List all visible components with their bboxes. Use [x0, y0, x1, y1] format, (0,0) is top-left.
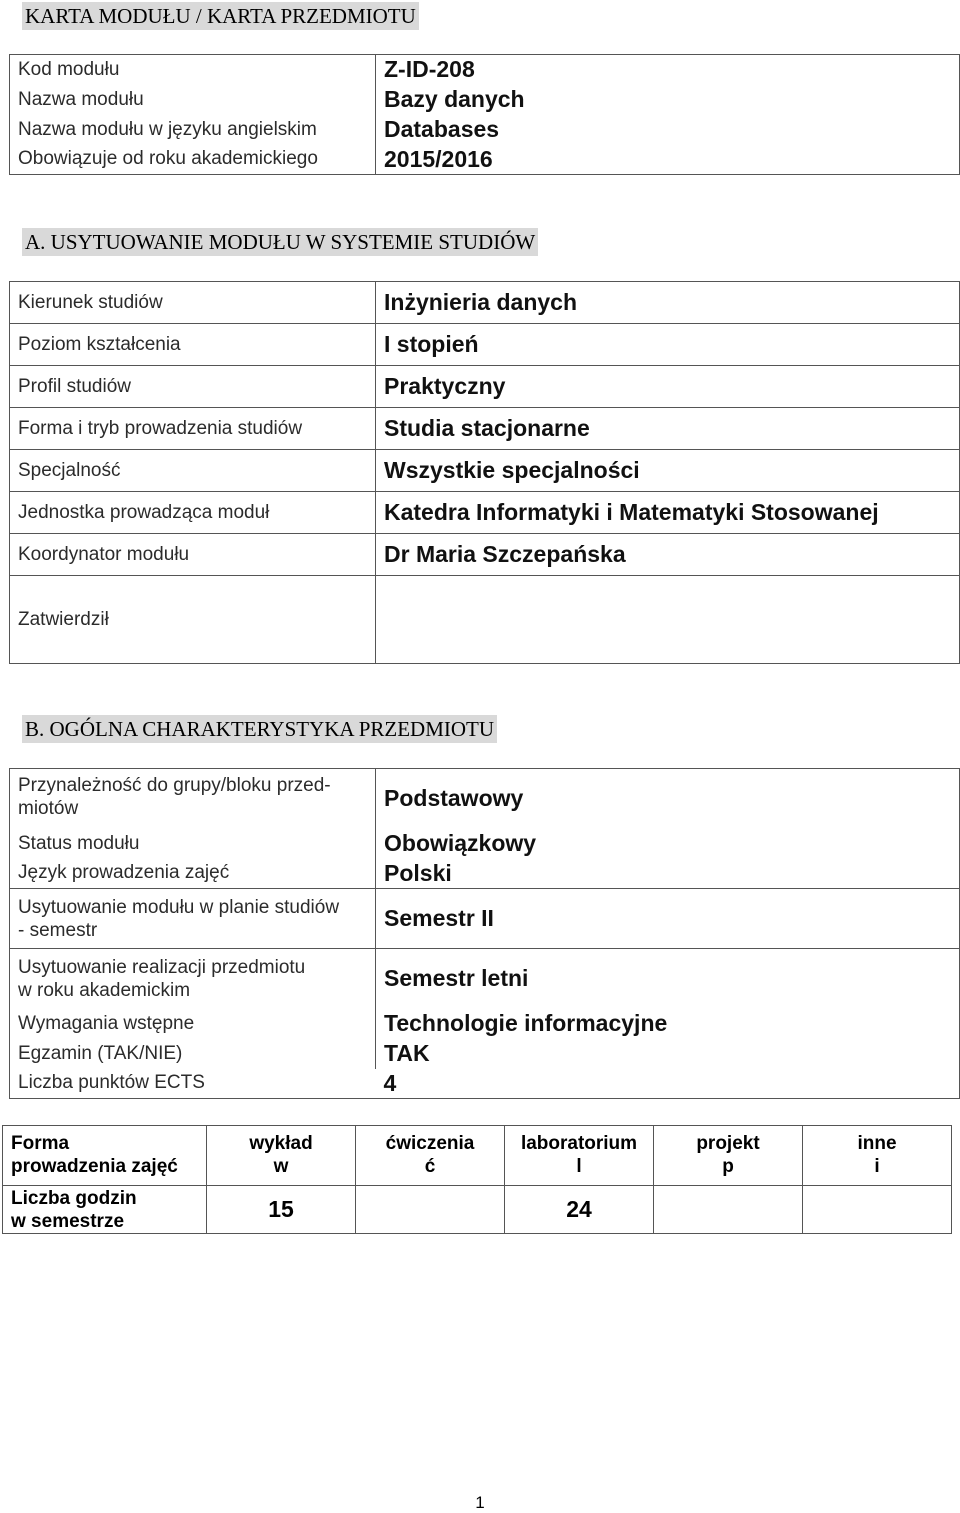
academic-year-placement-row [10, 949, 960, 1009]
academic-year-placement-label-line2: w roku akademickim [18, 979, 191, 1001]
section-b-table [9, 768, 960, 1099]
course-group-label-line2: miotów [18, 798, 79, 819]
academic-year-placement-value: Semestr letni [376, 949, 960, 1009]
approved-by-label: Zatwierdził [10, 576, 376, 664]
ects-row [10, 1069, 960, 1099]
exercises-header [356, 1126, 505, 1186]
laboratory-header-line1: laboratorium [520, 1133, 638, 1154]
laboratory-header-line2: l [576, 1156, 582, 1177]
module-name-value: Bazy danych [376, 85, 960, 115]
specialization-value: Wszystkie specjalności [376, 450, 960, 492]
module-info-table [9, 54, 960, 175]
lecture-hours: 15 [207, 1186, 356, 1234]
module-code-label: Kod modułu [10, 55, 376, 85]
education-level-label: Poziom kształcenia [10, 324, 376, 366]
project-header-line2: p [722, 1156, 734, 1177]
coordinator-row [10, 534, 960, 576]
field-of-study-value: Inżynieria danych [376, 282, 960, 324]
course-group-value: Podstawowy [376, 769, 960, 829]
education-level-row [10, 324, 960, 366]
section-a-title: A. USYTUOWANIE MODUŁU W SYSTEMIE STUDIÓW [22, 228, 538, 256]
exam-value: TAK [376, 1039, 960, 1069]
module-status-value: Obowiązkowy [376, 829, 960, 859]
semester-label [10, 889, 376, 949]
hours-header-row [3, 1126, 952, 1186]
academic-year-row [10, 145, 960, 175]
exercises-header-line1: ćwiczenia [385, 1133, 475, 1154]
page-title: KARTA MODUŁU / KARTA PRZEDMIOTU [22, 2, 419, 30]
laboratory-header [505, 1126, 654, 1186]
study-form-label: Forma i tryb prowadzenia studiów [10, 408, 376, 450]
unit-label: Jednostka prowadząca moduł [10, 492, 376, 534]
exam-label: Egzamin (TAK/NIE) [10, 1039, 376, 1069]
laboratory-hours: 24 [505, 1186, 654, 1234]
study-profile-value: Praktyczny [376, 366, 960, 408]
approved-by-value [376, 576, 960, 664]
academic-year-placement-label [10, 949, 376, 1009]
module-code-row [10, 55, 960, 85]
section-a-table [9, 281, 960, 664]
specialization-label: Specjalność [10, 450, 376, 492]
study-form-row [10, 408, 960, 450]
course-group-label [10, 769, 376, 829]
hours-row-label-line2: w semestrze [11, 1210, 125, 1232]
academic-year-value: 2015/2016 [376, 145, 960, 175]
page-number: 1 [475, 1493, 485, 1512]
module-status-row [10, 829, 960, 859]
academic-year-label: Obowiązuje od roku akademickiego [10, 145, 376, 175]
coordinator-value: Dr Maria Szczepańska [376, 534, 960, 576]
module-name-row [10, 85, 960, 115]
module-name-en-label: Nazwa modułu w języku angielskim [10, 115, 376, 145]
prerequisites-row [10, 1009, 960, 1039]
module-name-label: Nazwa modułu [10, 85, 376, 115]
module-code-value: Z-ID-208 [376, 55, 960, 85]
lecture-header [207, 1126, 356, 1186]
module-name-en-row [10, 115, 960, 145]
class-form-header-line1: Forma [11, 1133, 70, 1154]
other-hours [803, 1186, 952, 1234]
semester-label-line1: Usytuowanie modułu w planie studiów [18, 896, 340, 918]
language-label: Język prowadzenia zajęć [10, 859, 376, 889]
prerequisites-label: Wymagania wstępne [10, 1009, 376, 1039]
other-header-line1: inne [857, 1133, 897, 1154]
semester-value: Semestr II [376, 889, 960, 949]
ects-label: Liczba punktów ECTS [10, 1069, 376, 1099]
exercises-header-line2: ć [424, 1156, 436, 1177]
course-group-label-line1: Przynależność do grupy/bloku przed- [18, 775, 331, 796]
course-group-row [10, 769, 960, 829]
education-level-value: I stopień [376, 324, 960, 366]
field-of-study-row [10, 282, 960, 324]
study-form-value: Studia stacjonarne [376, 408, 960, 450]
section-b-title: B. OGÓLNA CHARAKTERYSTYKA PRZEDMIOTU [22, 715, 497, 743]
lecture-header-line1: wykład [249, 1133, 313, 1154]
ects-value: 4 [376, 1069, 960, 1099]
module-name-en-value: Databases [376, 115, 960, 145]
hours-table [2, 1125, 952, 1234]
study-profile-label: Profil studiów [10, 366, 376, 408]
exercises-hours [356, 1186, 505, 1234]
class-form-header [3, 1126, 207, 1186]
unit-value: Katedra Informatyki i Matematyki Stosowanej [376, 492, 960, 534]
study-profile-row [10, 366, 960, 408]
other-header-line2: i [874, 1156, 880, 1177]
field-of-study-label: Kierunek studiów [10, 282, 376, 324]
unit-row [10, 492, 960, 534]
other-header [803, 1126, 952, 1186]
lecture-header-line2: w [273, 1156, 289, 1177]
project-hours [654, 1186, 803, 1234]
academic-year-placement-label-line1: Usytuowanie realizacji przedmiotu [18, 956, 306, 978]
module-status-label: Status modułu [10, 829, 376, 859]
hours-row-label-line1: Liczba godzin [11, 1187, 137, 1209]
class-form-header-line2: prowadzenia zajęć [11, 1156, 178, 1177]
prerequisites-value: Technologie informacyjne [376, 1009, 960, 1039]
semester-label-line2: - semestr [18, 919, 98, 941]
language-value: Polski [376, 859, 960, 889]
specialization-row [10, 450, 960, 492]
language-row [10, 859, 960, 889]
semester-row [10, 889, 960, 949]
coordinator-label: Koordynator modułu [10, 534, 376, 576]
approved-by-row [10, 576, 960, 664]
hours-values-row [3, 1186, 952, 1234]
project-header [654, 1126, 803, 1186]
project-header-line1: projekt [696, 1133, 760, 1154]
hours-row-label [3, 1186, 207, 1234]
exam-row [10, 1039, 960, 1069]
